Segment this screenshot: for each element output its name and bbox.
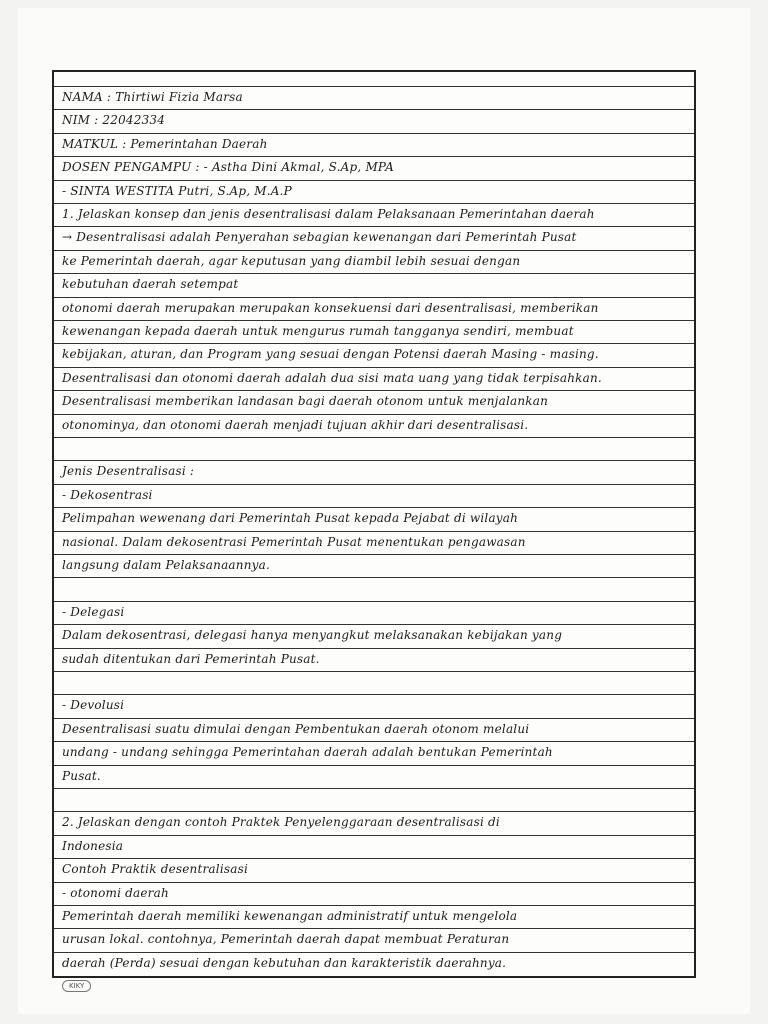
handwritten-line: 2. Jelaskan dengan contoh Praktek Penyelenggaraan desentralisasi di <box>62 815 500 830</box>
ruled-line <box>54 811 694 812</box>
ruled-line <box>54 250 694 251</box>
ruled-line <box>54 460 694 461</box>
ruled-line <box>54 601 694 602</box>
handwritten-line: - otonomi daerah <box>62 885 169 900</box>
handwritten-line: urusan lokal. contohnya, Pemerintah daerah dapat membuat Peraturan <box>62 932 510 947</box>
ruled-line <box>54 226 694 227</box>
handwritten-line: ke Pemerintah daerah, agar keputusan yang diambil lebih sesuai dengan <box>62 253 521 268</box>
ruled-line <box>54 507 694 508</box>
handwritten-line: - SINTA WESTITA Putri, S.Ap, M.A.P <box>62 183 292 198</box>
ruled-line <box>54 905 694 906</box>
ruled-line <box>54 882 694 883</box>
handwritten-line: NAMA : Thirtiwi Fizia Marsa <box>62 90 243 104</box>
handwritten-line: NIM : 22042334 <box>62 113 166 128</box>
handwritten-line: Indonesia <box>62 838 124 853</box>
ruled-line <box>54 648 694 649</box>
ruled-line <box>54 390 694 391</box>
ruled-line <box>54 928 694 929</box>
ruled-line <box>54 133 694 134</box>
handwritten-line: otonomi daerah merupakan merupakan konsekuensi dari desentralisasi, memberikan <box>62 300 599 315</box>
handwritten-line: undang - undang sehingga Pemerintahan daerah adalah bentukan Pemerintah <box>62 745 553 760</box>
ruled-line <box>54 671 694 672</box>
ruled-line <box>54 788 694 789</box>
ruled-line <box>54 531 694 532</box>
handwritten-line: MATKUL : Pemerintahan Daerah <box>62 136 268 151</box>
ruled-line <box>54 765 694 766</box>
ruled-line <box>54 156 694 157</box>
ruled-line <box>54 858 694 859</box>
ruled-line <box>54 835 694 836</box>
ruled-line <box>54 297 694 298</box>
ruled-line <box>54 343 694 344</box>
handwritten-line: kebijakan, aturan, dan Program yang sesuai dengan Potensi daerah Masing - masing. <box>62 347 599 362</box>
handwritten-line: Jenis Desentralisasi : <box>62 464 195 479</box>
handwritten-line: langsung dalam Pelaksanaannya. <box>62 558 270 572</box>
ruled-line <box>54 320 694 321</box>
handwritten-line: kebutuhan daerah setempat <box>62 277 239 292</box>
handwritten-line: Contoh Praktik desentralisasi <box>62 862 248 877</box>
ruled-line <box>54 86 694 87</box>
handwritten-line: Pemerintah daerah memiliki kewenangan administratif untuk mengelola <box>62 909 518 923</box>
ruled-line <box>54 484 694 485</box>
handwritten-line: Desentralisasi memberikan landasan bagi daerah otonom untuk menjalankan <box>62 394 549 409</box>
handwritten-line: otonominya, dan otonomi daerah menjadi tujuan akhir dari desentralisasi. <box>62 417 529 432</box>
handwritten-line: sudah ditentukan dari Pemerintah Pusat. <box>62 651 320 666</box>
ruled-line <box>54 624 694 625</box>
handwritten-line: - Devolusi <box>62 698 125 713</box>
ruled-line <box>54 367 694 368</box>
brand-stamp: KIKY <box>62 980 91 992</box>
handwritten-line: Dalam dekosentrasi, delegasi hanya menyangkut melaksanakan kebijakan yang <box>62 628 563 643</box>
ruled-line <box>54 180 694 181</box>
ruled-line <box>54 554 694 555</box>
handwritten-line: kewenangan kepada daerah untuk mengurus rumah tangganya sendiri, membuat <box>62 324 574 338</box>
ruled-line <box>54 203 694 204</box>
handwritten-line: DOSEN PENGAMPU : - Astha Dini Akmal, S.Ap, MPA <box>62 160 394 175</box>
ruled-line <box>54 437 694 438</box>
ruled-line <box>54 109 694 110</box>
lined-paper <box>52 70 696 978</box>
handwritten-line: - Delegasi <box>62 604 125 619</box>
ruled-line <box>54 414 694 415</box>
handwritten-line: Desentralisasi suatu dimulai dengan Pembentukan daerah otonom melalui <box>62 721 530 736</box>
ruled-line <box>54 952 694 953</box>
handwritten-line: - Dekosentrasi <box>62 487 153 502</box>
handwritten-line: nasional. Dalam dekosentrasi Pemerintah Pusat menentukan pengawasan <box>62 534 526 549</box>
ruled-line <box>54 718 694 719</box>
handwritten-line: → Desentralisasi adalah Penyerahan sebagian kewenangan dari Pemerintah Pusat <box>62 230 577 245</box>
handwritten-line: Pusat. <box>62 768 101 783</box>
handwritten-line: 1. Jelaskan konsep dan jenis desentralisasi dalam Pelaksanaan Pemerintahan daerah <box>62 207 595 221</box>
handwritten-line: daerah (Perda) sesuai dengan kebutuhan dan karakteristik daerahnya. <box>62 955 507 970</box>
ruled-line <box>54 577 694 578</box>
handwritten-line: Pelimpahan wewenang dari Pemerintah Pusat kepada Pejabat di wilayah <box>62 511 519 526</box>
ruled-line <box>54 273 694 274</box>
ruled-line <box>54 741 694 742</box>
ruled-line <box>54 694 694 695</box>
handwritten-line: Desentralisasi dan otonomi daerah adalah dua sisi mata uang yang tidak terpisahkan. <box>62 370 602 385</box>
